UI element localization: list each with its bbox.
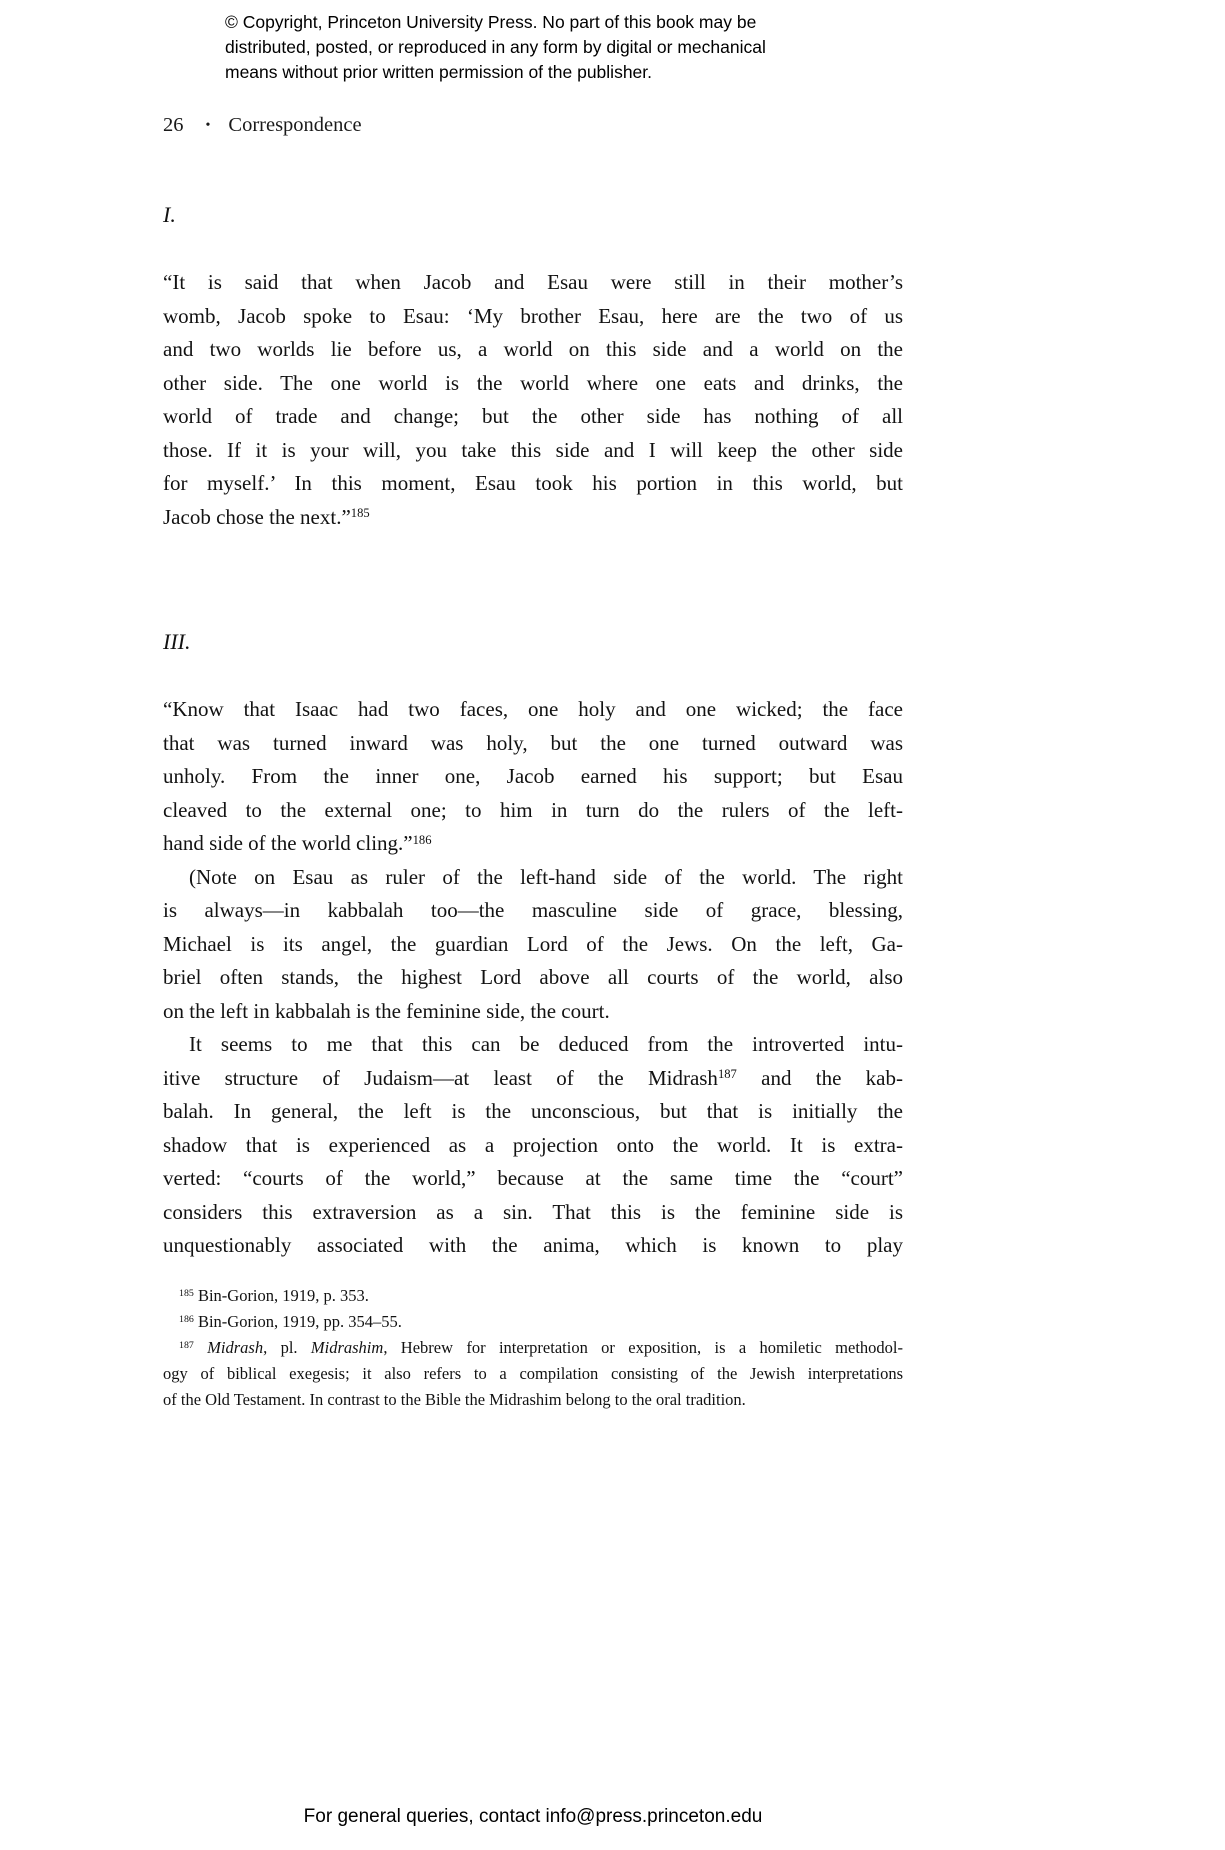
footnote-line: $^{185}$ Bin-Gorion, 1919, p. 353. <box>179 1285 369 1305</box>
paragraph-line: considers this extraversion as a sin. That this is the feminine side is <box>163 1199 903 1224</box>
quote-paragraph-1 <box>163 266 903 534</box>
footnote <box>163 1283 903 1309</box>
copyright-line: means without prior written permission of the publisher. <box>225 62 653 82</box>
paragraph-line: womb, Jacob spoke to Esau: ‘My brother Esau, here are the two of us <box>163 303 903 328</box>
paragraph-line: cleaved to the external one; to him in turn do the rulers of the left- <box>163 797 903 822</box>
footnotes <box>163 1283 903 1413</box>
paragraph-line: that was turned inward was holy, but the one turned outward was <box>163 730 903 755</box>
section-heading: I. <box>163 202 176 227</box>
footnote-line: $^{187}$ Midrash, pl. Midrashim, Hebrew for interpretation or exposition, is a homiletic methodol- <box>179 1337 904 1357</box>
footnote-line: ogy of biblical exegesis; it also refers to a compilation consisting of the Jewish interpretations <box>163 1363 903 1383</box>
paragraph-line: “It is said that when Jacob and Esau were still in their mother’s <box>163 270 903 294</box>
copyright-line: distributed, posted, or reproduced in any form by digital or mechanical <box>225 37 766 57</box>
paragraph-line: itive structure of Judaism—at least of the Midrash$^{187}$ and the kab- <box>163 1065 903 1090</box>
note-paragraph <box>163 861 903 1029</box>
paragraph-line: those. If it is your will, you take this side and I will keep the other side <box>163 437 903 462</box>
page-number: 26 <box>163 114 184 136</box>
body-blocks <box>163 200 903 1263</box>
section-heading: III. <box>163 629 191 654</box>
paragraph-line: is always—in kabbalah too—the masculine side of grace, blessing, <box>163 898 903 922</box>
footnote <box>163 1335 903 1413</box>
paragraph-line: hand side of the world cling.”$^{186}$ <box>163 831 432 855</box>
running-head <box>163 111 903 140</box>
bullet-separator: • <box>205 118 211 133</box>
copyright-notice <box>225 0 903 85</box>
text-column <box>163 0 903 1413</box>
paragraph-line: verted: “courts of the world,” because at the same time the “court” <box>163 1166 903 1190</box>
quote-paragraph-2 <box>163 693 903 861</box>
copyright-line: © Copyright, Princeton University Press. No part of this book may be <box>225 12 757 32</box>
footnote-line: $^{186}$ Bin-Gorion, 1919, pp. 354–55. <box>179 1311 402 1331</box>
paragraph-line: briel often stands, the highest Lord above all courts of the world, also <box>163 965 903 989</box>
paragraph-line: on the left in kabbalah is the feminine side, the court. <box>163 998 610 1023</box>
paragraph-line: shadow that is experienced as a projection onto the world. It is extra- <box>163 1132 903 1157</box>
paragraph-line: and two worlds lie before us, a world on this side and a world on the <box>163 337 903 361</box>
footer-contact-line: For general queries, contact info@press.princeton.edu <box>303 1806 763 1827</box>
footnote-line: of the Old Testament. In contrast to the Bible the Midrashim belong to the oral tradition. <box>163 1389 746 1409</box>
paragraph-line: other side. The one world is the world where one eats and drinks, the <box>163 370 903 395</box>
paragraph-line: It seems to me that this can be deduced from the introverted intu- <box>189 1032 903 1056</box>
paragraph-line: world of trade and change; but the other side has nothing of all <box>163 404 903 428</box>
paragraph-line: Jacob chose the next.”$^{185}$ <box>163 504 370 529</box>
paragraph-line: unholy. From the inner one, Jacob earned his support; but Esau <box>163 764 903 788</box>
paragraph-line: balah. In general, the left is the unconscious, but that is initially the <box>163 1099 903 1123</box>
paragraph-line: unquestionably associated with the anima, which is known to play <box>163 1233 903 1257</box>
paragraph-line: (Note on Esau as ruler of the left-hand side of the world. The right <box>189 864 903 889</box>
footnote <box>163 1309 903 1335</box>
commentary-paragraph <box>163 1028 903 1263</box>
paragraph-line: Michael is its angel, the guardian Lord of the Jews. On the left, Ga- <box>163 931 903 956</box>
paragraph-line: for myself.’ In this moment, Esau took his portion in this world, but <box>163 471 903 495</box>
paragraph-line: “Know that Isaac had two faces, one holy and one wicked; the face <box>163 697 903 721</box>
running-head-title: Correspondence <box>228 114 362 136</box>
